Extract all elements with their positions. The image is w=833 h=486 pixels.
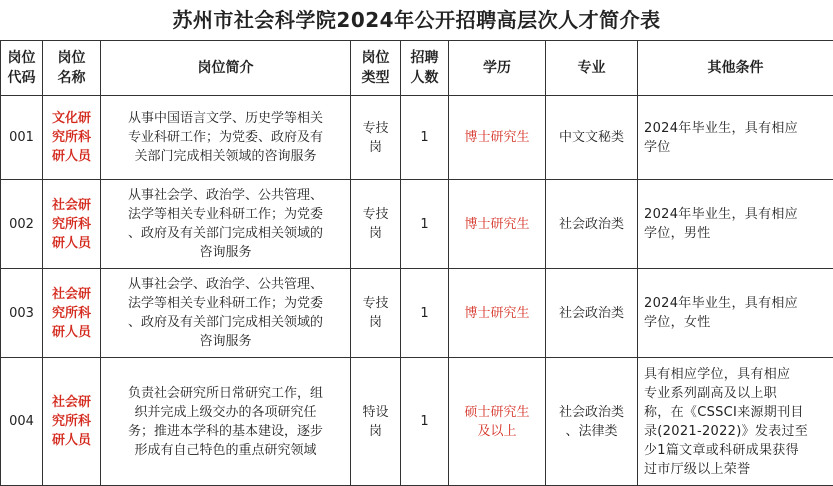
major-cell: 中文文秘类 — [546, 96, 638, 180]
other-conditions-cell: 2024年毕业生，具有相应 学位，女性 — [638, 269, 833, 358]
post-code-cell: 003 — [1, 269, 43, 358]
header-post-intro: 岗位简介 — [101, 41, 351, 96]
post-intro-cell: 负责社会研究所日常研究工作，组 织并完成上级交办的各项研究任 务；推进本学科的基本建设，逐步 形成有自己特色的重点研究领域 — [101, 358, 351, 486]
education-cell: 博士研究生 — [449, 180, 546, 269]
post-code-cell: 001 — [1, 96, 43, 180]
education-cell: 博士研究生 — [449, 269, 546, 358]
education-cell: 博士研究生 — [449, 96, 546, 180]
header-post-name: 岗位 名称 — [43, 41, 101, 96]
table-header-row — [1, 41, 833, 96]
header-education: 学历 — [449, 41, 546, 96]
post-type-cell: 特设 岗 — [351, 358, 401, 486]
table-row — [1, 269, 833, 358]
post-intro-cell: 从事社会学、政治学、公共管理、 法学等相关专业科研工作；为党委 、政府及有关部门完成相关领域的 咨询服务 — [101, 269, 351, 358]
hire-count-cell: 1 — [401, 358, 449, 486]
header-hire-count: 招聘 人数 — [401, 41, 449, 96]
header-post-code: 岗位 代码 — [1, 41, 43, 96]
table-row — [1, 180, 833, 269]
other-conditions-cell: 2024年毕业生，具有相应 学位 — [638, 96, 833, 180]
post-name-cell: 社会研 究所科 研人员 — [43, 269, 101, 358]
post-name-cell: 文化研 究所科 研人员 — [43, 96, 101, 180]
post-name-cell: 社会研 究所科 研人员 — [43, 180, 101, 269]
major-cell: 社会政治类 、法律类 — [546, 358, 638, 486]
recruitment-table — [0, 40, 833, 486]
education-cell: 硕士研究生 及以上 — [449, 358, 546, 486]
post-type-cell: 专技 岗 — [351, 180, 401, 269]
post-type-cell: 专技 岗 — [351, 269, 401, 358]
post-name-cell: 社会研 究所科 研人员 — [43, 358, 101, 486]
table-row — [1, 358, 833, 486]
major-cell: 社会政治类 — [546, 180, 638, 269]
post-code-cell: 002 — [1, 180, 43, 269]
post-code-cell: 004 — [1, 358, 43, 486]
header-major: 专业 — [546, 41, 638, 96]
hire-count-cell: 1 — [401, 269, 449, 358]
hire-count-cell: 1 — [401, 96, 449, 180]
table-row — [1, 96, 833, 180]
other-conditions-cell: 具有相应学位，具有相应 专业系列副高及以上职 称，在《CSSCI来源期刊目 录(2021-2022)》发表过至 少1篇文章或科研成果获得 过市厅级以上荣誉 — [638, 358, 833, 486]
other-conditions-cell: 2024年毕业生，具有相应 学位，男性 — [638, 180, 833, 269]
post-intro-cell: 从事社会学、政治学、公共管理、 法学等相关专业科研工作；为党委 、政府及有关部门完成相关领域的 咨询服务 — [101, 180, 351, 269]
major-cell: 社会政治类 — [546, 269, 638, 358]
hire-count-cell: 1 — [401, 180, 449, 269]
header-post-type: 岗位 类型 — [351, 41, 401, 96]
header-other-conditions: 其他条件 — [638, 41, 833, 96]
post-type-cell: 专技 岗 — [351, 96, 401, 180]
document-title: 苏州市社会科学院2024年公开招聘高层次人才简介表 — [0, 0, 833, 40]
post-intro-cell: 从事中国语言文学、历史学等相关 专业科研工作；为党委、政府及有 关部门完成相关领域的咨询服务 — [101, 96, 351, 180]
